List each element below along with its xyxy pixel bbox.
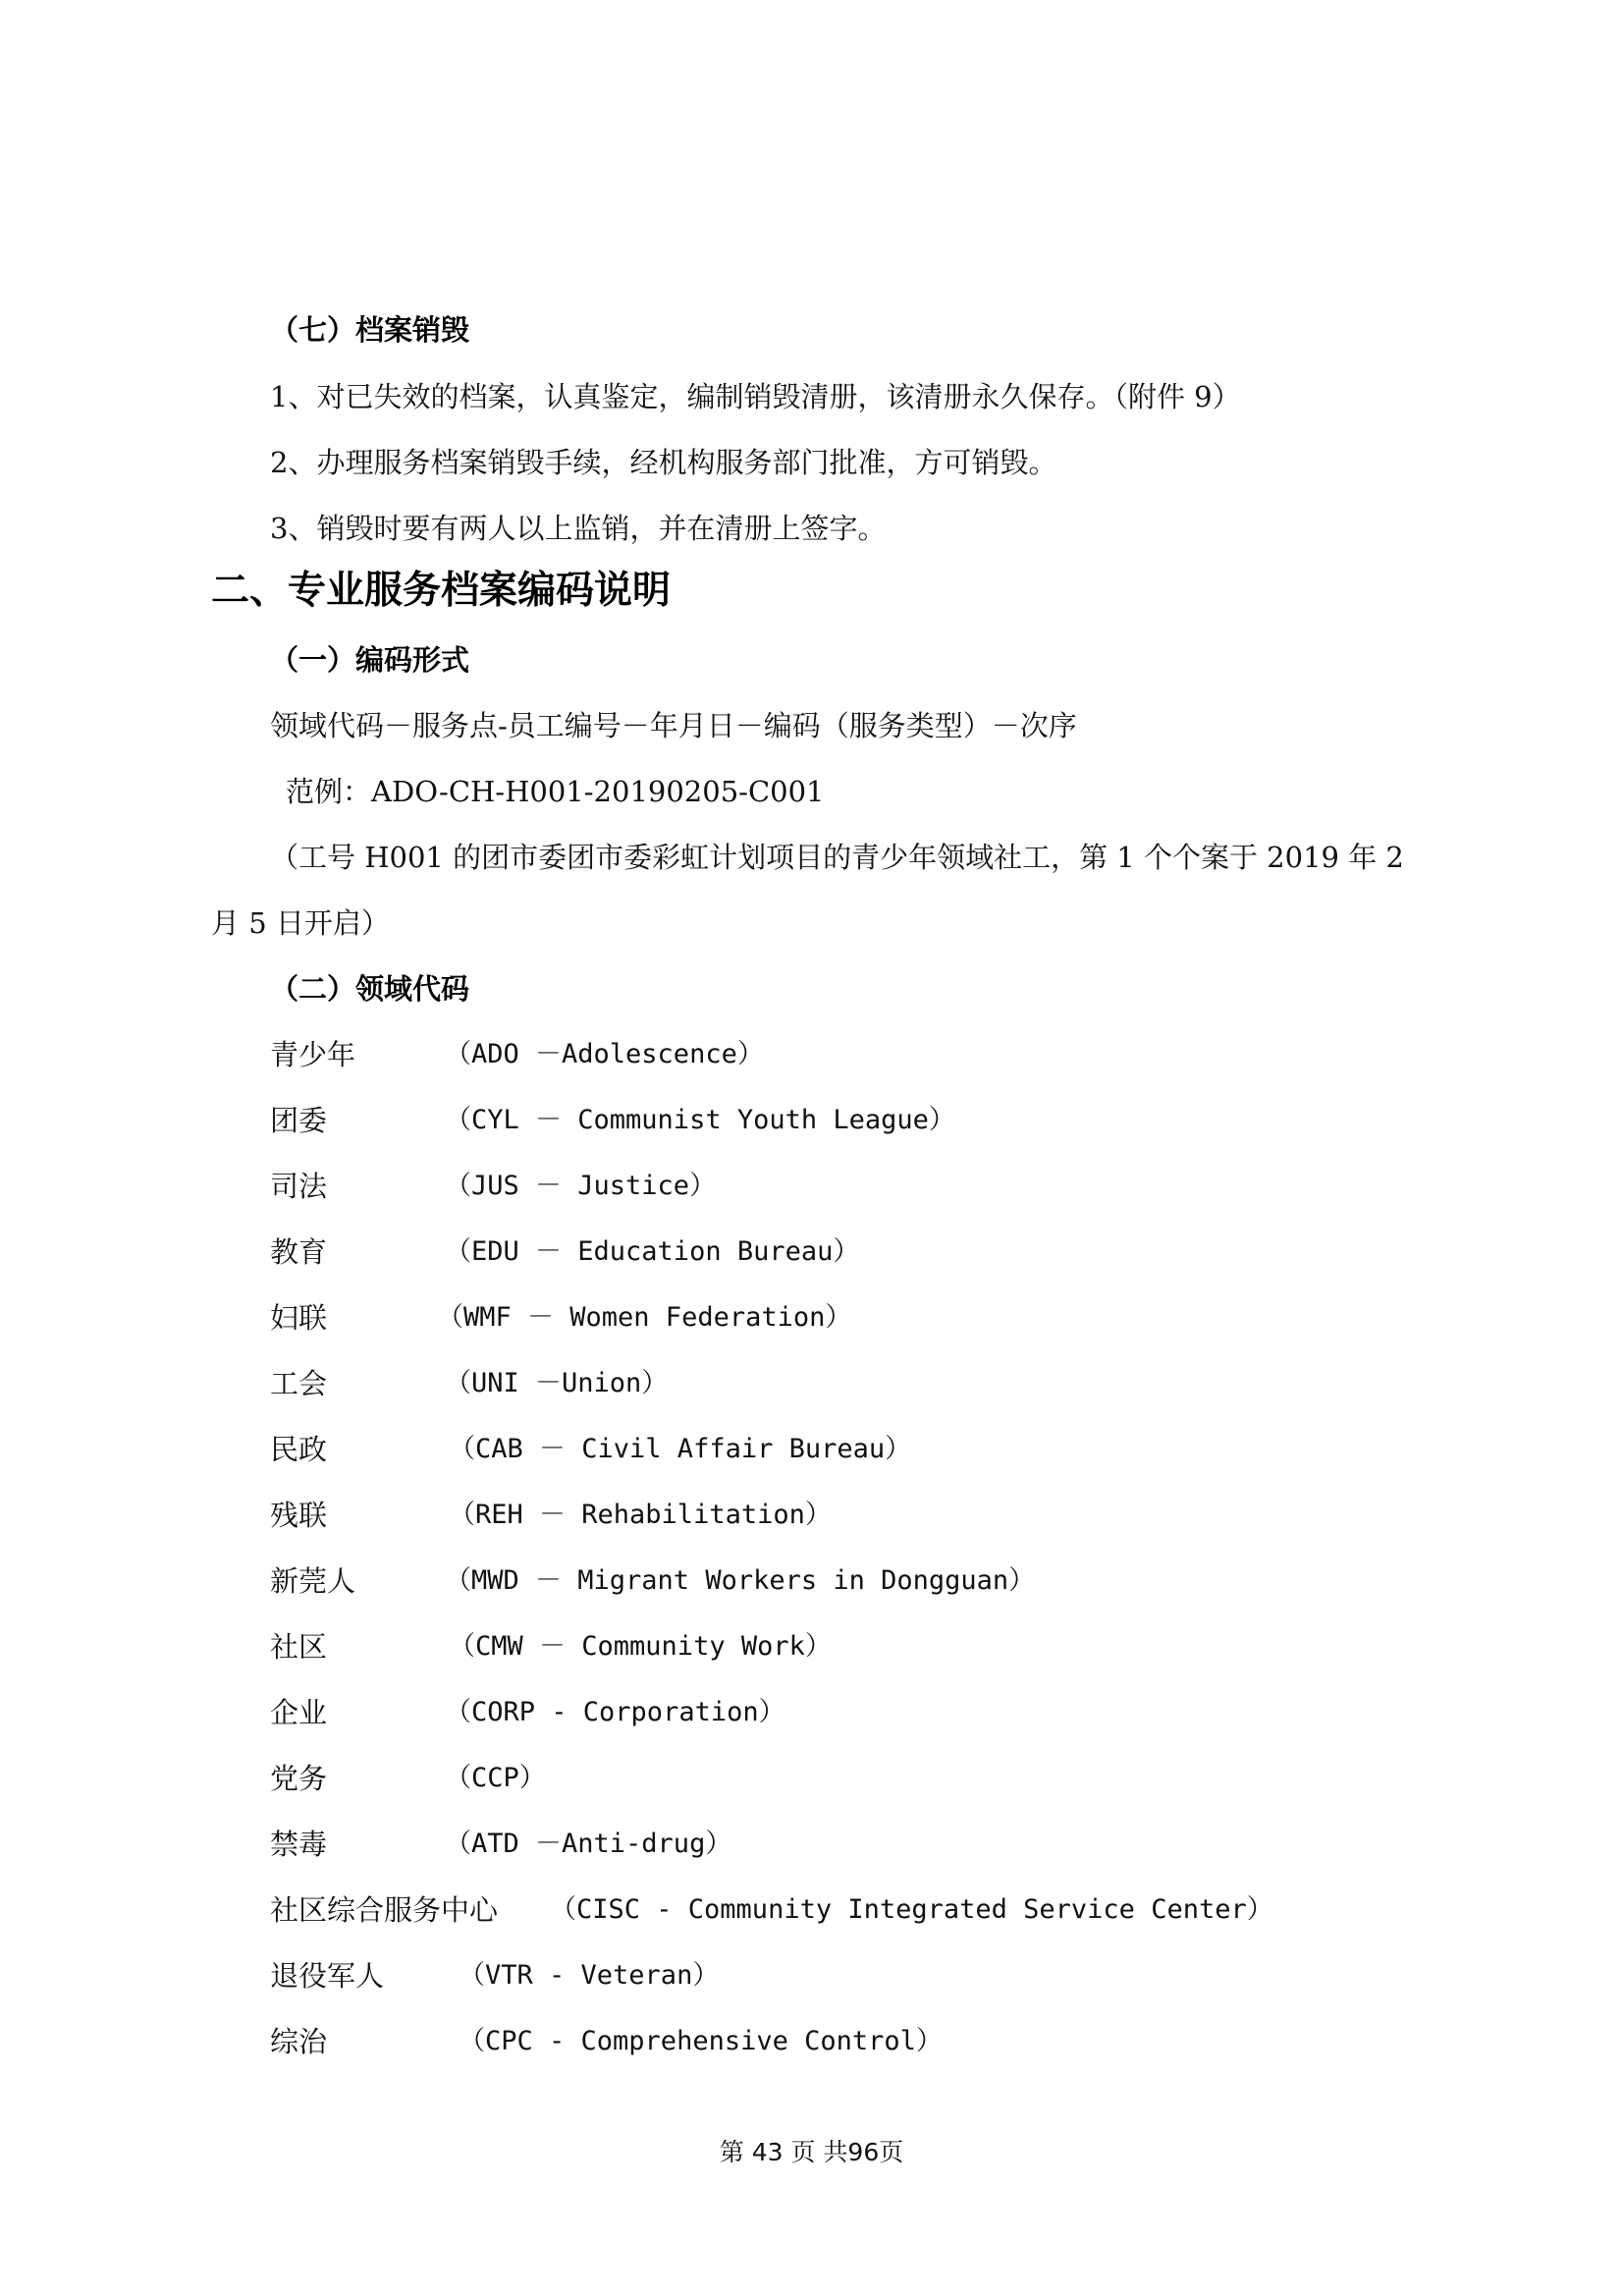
domain-code: （CAB － Civil Affair Bureau） [449,1434,912,1464]
domain-name: 新莞人 [270,1564,356,1598]
domain-code: （CISC - Community Integrated Service Center） [550,1894,1273,1925]
domain-code: （JUS － Justice） [445,1171,717,1201]
domain-code: （UNI －Union） [445,1368,669,1398]
footer-prefix: 第 [719,2138,744,2166]
coding-example: 范例：ADO-CH-H001-20190205-C001 [286,775,825,808]
domain-code: （REH － Rehabilitation） [449,1500,832,1530]
domain-name: 司法 [270,1170,328,1203]
domain-name: 禁毒 [270,1828,328,1861]
footer-middle: 页 共 [790,2138,848,2166]
domain-name: 党务 [270,1762,328,1795]
coding-format-heading: （一）编码形式 [270,643,470,677]
domain-name: 青少年 [270,1038,356,1071]
footer-suffix: 页 [879,2138,904,2166]
domain-code: （VTR - Veteran） [459,1960,720,1991]
section-7-item-1: 1、对已失效的档案，认真鉴定，编制销毁清册，该清册永久保存。（附件 9） [270,380,1241,413]
domain-name: 团委 [270,1104,328,1137]
domain-code: （CYL － Communist Youth League） [445,1105,955,1135]
domain-code: （WMF － Women Federation） [437,1302,852,1333]
section-7-heading: （七）档案销毁 [270,313,470,347]
domain-code-heading: （二）领域代码 [270,972,470,1006]
domain-code: （EDU － Education Bureau） [445,1236,860,1267]
domain-name: 企业 [270,1696,328,1729]
domain-name: 民政 [270,1433,328,1466]
domain-name: 社区 [270,1630,328,1664]
domain-name: 社区综合服务中心 [270,1893,499,1927]
coding-format-text: 领域代码－服务点-员工编号－年月日－编码（服务类型）－次序 [270,709,1077,742]
domain-name: 综治 [270,2025,328,2058]
domain-code: （ATD －Anti-drug） [445,1829,732,1859]
domain-code: （MWD － Migrant Workers in Dongguan） [445,1565,1036,1596]
domain-name: 妇联 [270,1301,328,1335]
total-pages-number: 96 [847,2138,880,2166]
part-2-heading: 二、专业服务档案编码说明 [211,569,672,613]
page-footer [0,2135,1623,2170]
domain-name: 工会 [270,1367,328,1400]
current-page-number: 43 [751,2138,784,2166]
coding-note-line-1: （工号 H001 的团市委团市委彩虹计划项目的青少年领域社工，第 1 个个案于 2019 年 2 [270,841,1404,874]
domain-name: 退役军人 [270,1959,385,1993]
section-7-item-3: 3、销毁时要有两人以上监销，并在清册上签字。 [270,512,887,545]
domain-name: 残联 [270,1499,328,1532]
domain-code: （CORP - Corporation） [445,1697,785,1727]
domain-code: （CMW － Community Work） [449,1631,832,1662]
domain-code: （CPC - Comprehensive Control） [459,2026,943,2056]
domain-name: 教育 [270,1235,328,1269]
section-7-item-2: 2、办理服务档案销毁手续，经机构服务部门批准，方可销毁。 [270,446,1057,479]
domain-code: （ADO －Adolescence） [445,1039,764,1069]
domain-code: （CCP） [445,1763,546,1793]
coding-note-line-2: 月 5 日开启） [211,906,390,940]
